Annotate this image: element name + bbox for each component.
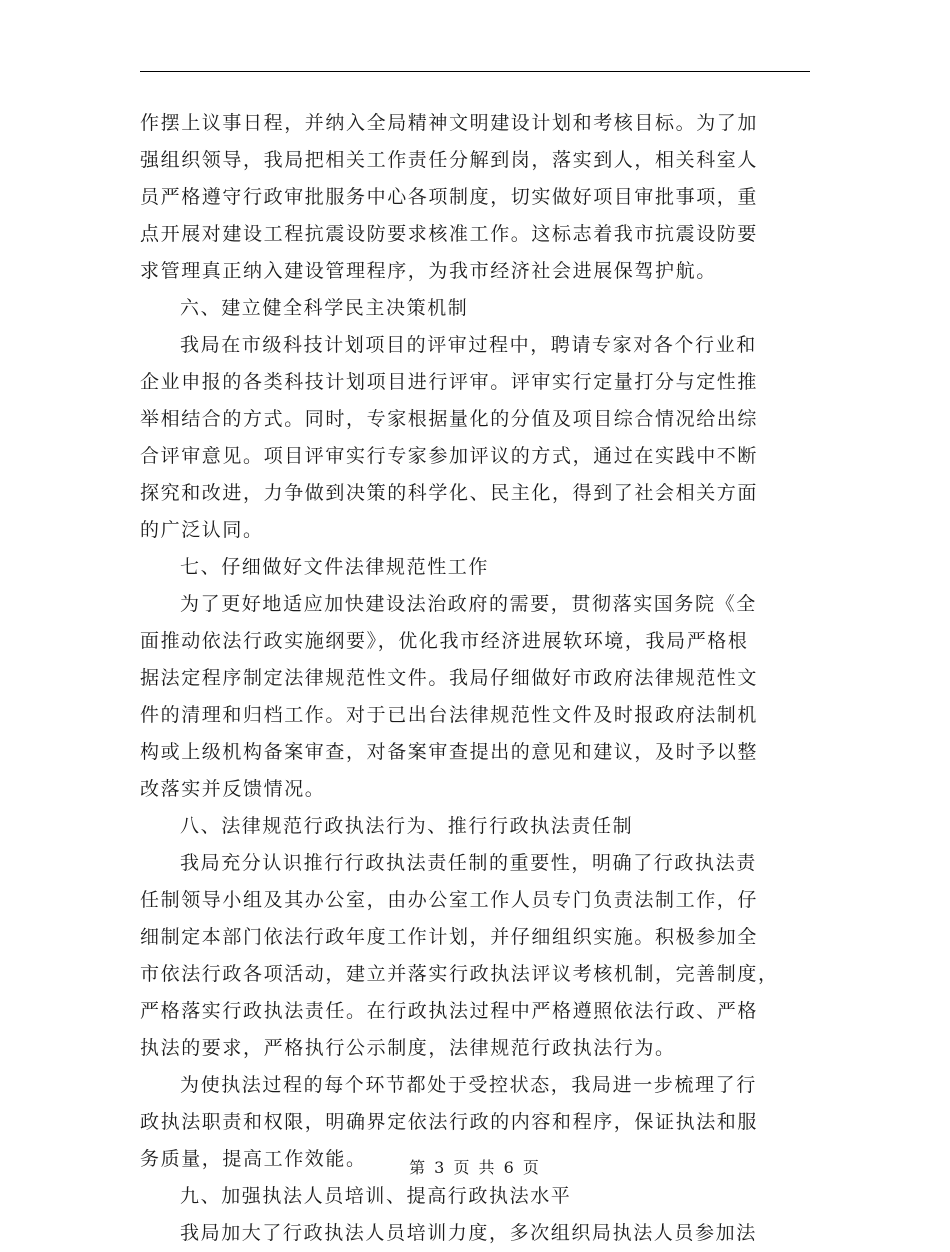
page-number-footer: 第 3 页 共 6 页 — [409, 1158, 541, 1177]
paragraph-line: 我局加大了行政执法人员培训力度，多次组织局执法人员参加法 — [180, 1222, 757, 1244]
paragraph-line: 我局在市级科技计划项目的评审过程中，聘请专家对各个行业和 — [180, 334, 757, 356]
paragraph-line: 求管理真正纳入建设管理程序，为我市经济社会进展保驾护航。 — [140, 260, 717, 282]
paragraph-line: 政执法职责和权限，明确界定依法行政的内容和程序，保证执法和服 — [140, 1111, 759, 1133]
paragraph-line: 严格落实行政执法责任。在行政执法过程中严格遵照依法行政、严格 — [140, 1000, 759, 1022]
paragraph-line: 任制领导小组及其办公室，由办公室工作人员专门负责法制工作，仔 — [140, 889, 759, 911]
paragraph-line: 构或上级机构备案审查，对备案审查提出的意见和建议，及时予以整 — [140, 741, 759, 763]
paragraph-line: 企业申报的各类科技计划项目进行评审。评审实行定量打分与定性推 — [140, 371, 759, 393]
section-heading: 六、建立健全科学民主决策机制 — [180, 297, 469, 319]
header-rule — [140, 71, 810, 72]
section-heading: 八、法律规范行政执法行为、推行行政执法责任制 — [180, 815, 634, 837]
paragraph-line: 改落实并反馈情况。 — [140, 778, 326, 800]
paragraph-line: 我局充分认识推行行政执法责任制的重要性，明确了行政执法责 — [180, 852, 757, 874]
paragraph-line: 面推动依法行政实施纲要》，优化我市经济进展软环境，我局严格根 — [140, 630, 749, 652]
document-body — [140, 105, 808, 1252]
paragraph-line: 务质量，提高工作效能。 — [140, 1148, 367, 1170]
paragraph-line: 作摆上议事日程，并纳入全局精神文明建设计划和考核目标。为了加 — [140, 112, 759, 134]
paragraph-line: 举相结合的方式。同时，专家根据量化的分值及项目综合情况给出综 — [140, 408, 759, 430]
section-heading: 七、仔细做好文件法律规范性工作 — [180, 556, 490, 578]
paragraph-line: 员严格遵守行政审批服务中心各项制度，切实做好项目审批事项，重 — [140, 186, 759, 208]
paragraph-line: 市依法行政各项活动，建立并落实行政执法评议考核机制，完善制度， — [140, 963, 779, 985]
paragraph-line: 为使执法过程的每个环节都处于受控状态，我局进一步梳理了行 — [180, 1074, 757, 1096]
paragraph-line: 细制定本部门依法行政年度工作计划，并仔细组织实施。积极参加全 — [140, 926, 759, 948]
paragraph-line: 为了更好地适应加快建设法治政府的需要，贯彻落实国务院《全 — [180, 593, 757, 615]
paragraph-line: 探究和改进，力争做到决策的科学化、民主化，得到了社会相关方面 — [140, 482, 759, 504]
paragraph-line: 的广泛认同。 — [140, 519, 264, 541]
paragraph-line: 件的清理和归档工作。对于已出台法律规范性文件及时报政府法制机 — [140, 704, 759, 726]
paragraph-line: 合评审意见。项目评审实行专家参加评议的方式，通过在实践中不断 — [140, 445, 759, 467]
section-heading: 九、加强执法人员培训、提高行政执法水平 — [180, 1185, 572, 1207]
paragraph-line: 强组织领导，我局把相关工作责任分解到岗，落实到人，相关科室人 — [140, 149, 759, 171]
paragraph-line: 据法定程序制定法律规范性文件。我局仔细做好市政府法律规范性文 — [140, 667, 759, 689]
paragraph-line: 执法的要求，严格执行公示制度，法律规范行政执法行为。 — [140, 1037, 676, 1059]
paragraph-line: 点开展对建设工程抗震设防要求核准工作。这标志着我市抗震设防要 — [140, 223, 759, 245]
